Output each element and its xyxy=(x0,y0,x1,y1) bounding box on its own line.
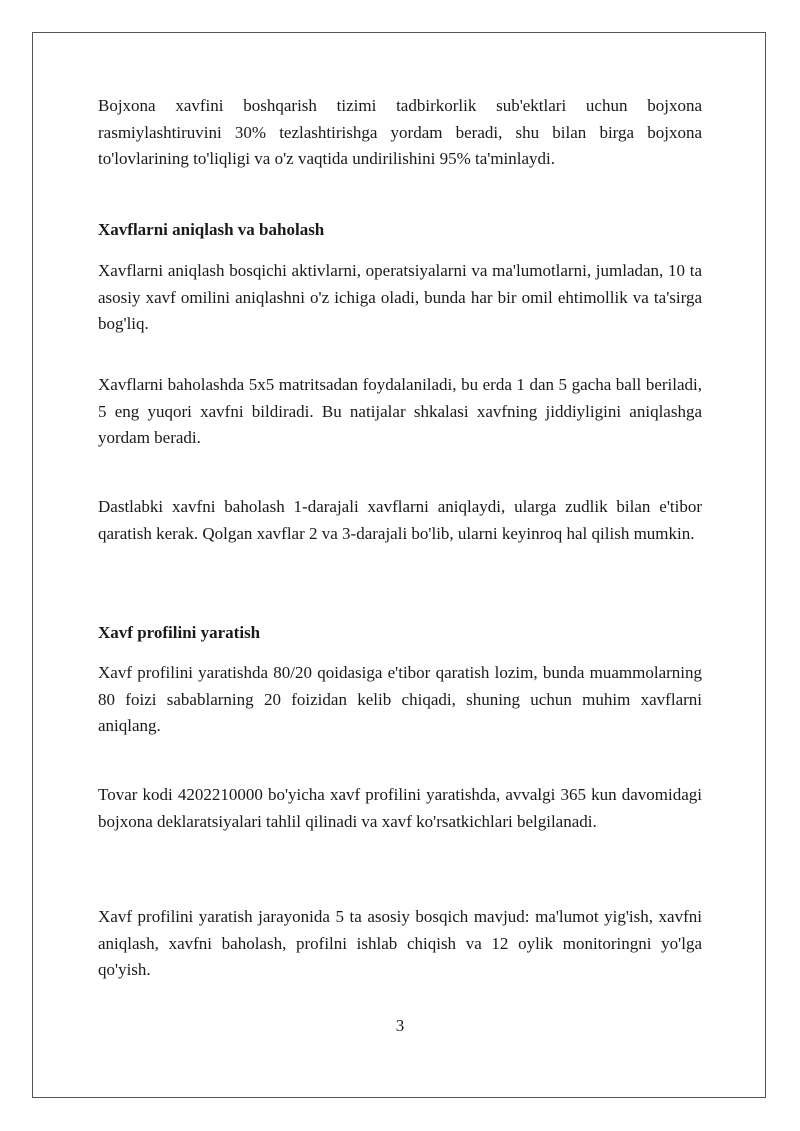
section-heading-risk-identification: Xavflarni aniqlash va baholash xyxy=(98,220,325,239)
section-heading-risk-profile: Xavf profilini yaratish xyxy=(98,623,261,642)
intro-paragraph: Bojxona xavfini boshqarish tizimi tadbirkorlik sub'ektlari uchun bojxona rasmiylashtiruvini 30% tezlashtirishga yordam beradi, shu bilan birga bojxona to'lovlarining to'liqligi va o'z vaqtida undirilishini 95% ta'minlaydi. xyxy=(98,96,702,168)
paragraph-risk-assessment-matrix: Xavflarni baholashda 5x5 matritsadan foydalaniladi, bu erda 1 dan 5 gacha ball beriladi, 5 eng yuqori xavfni bildiradi. Bu natijalar shkalasi xavfning jiddiyligini aniqlashga yordam beradi. xyxy=(98,375,702,447)
paragraph-profile-stages: Xavf profilini yaratish jarayonida 5 ta asosiy bosqich mavjud: ma'lumot yig'ish, xavfni aniqlash, xavfni baholash, profilni ishlab chiqish va 12 oylik monitoringni yo'lga qo'yish. xyxy=(98,907,702,979)
paragraph-commodity-code: Tovar kodi 4202210000 bo'yicha xavf profilini yaratishda, avvalgi 365 kun davomidagi bojxona deklaratsiyalari tahlil qilinadi va xavf ko'rsatkichlari belgilanadi. xyxy=(98,785,702,831)
page-number: 3 xyxy=(395,1016,405,1035)
paragraph-initial-risk-assessment: Dastlabki xavfni baholash 1-darajali xavflarni aniqlaydi, ularga zudlik bilan e'tibor qaratish kerak. Qolgan xavflar 2 va 3-darajali bo'lib, ularni keyinroq hal qilish mumkin. xyxy=(98,497,702,543)
paragraph-risk-identification: Xavflarni aniqlash bosqichi aktivlarni, operatsiyalarni va ma'lumotlarni, jumladan, 10 ta asosiy xavf omilini aniqlashni o'z ichiga oladi, bunda har bir omil ehtimollik va ta'sirga bog'liq. xyxy=(98,261,702,333)
paragraph-pareto-rule: Xavf profilini yaratishda 80/20 qoidasiga e'tibor qaratish lozim, bunda muammolarning 80 foizi sabablarning 20 foizidan kelib chiqadi, shuning uchun muhim xavflarni aniqlang. xyxy=(98,663,702,735)
